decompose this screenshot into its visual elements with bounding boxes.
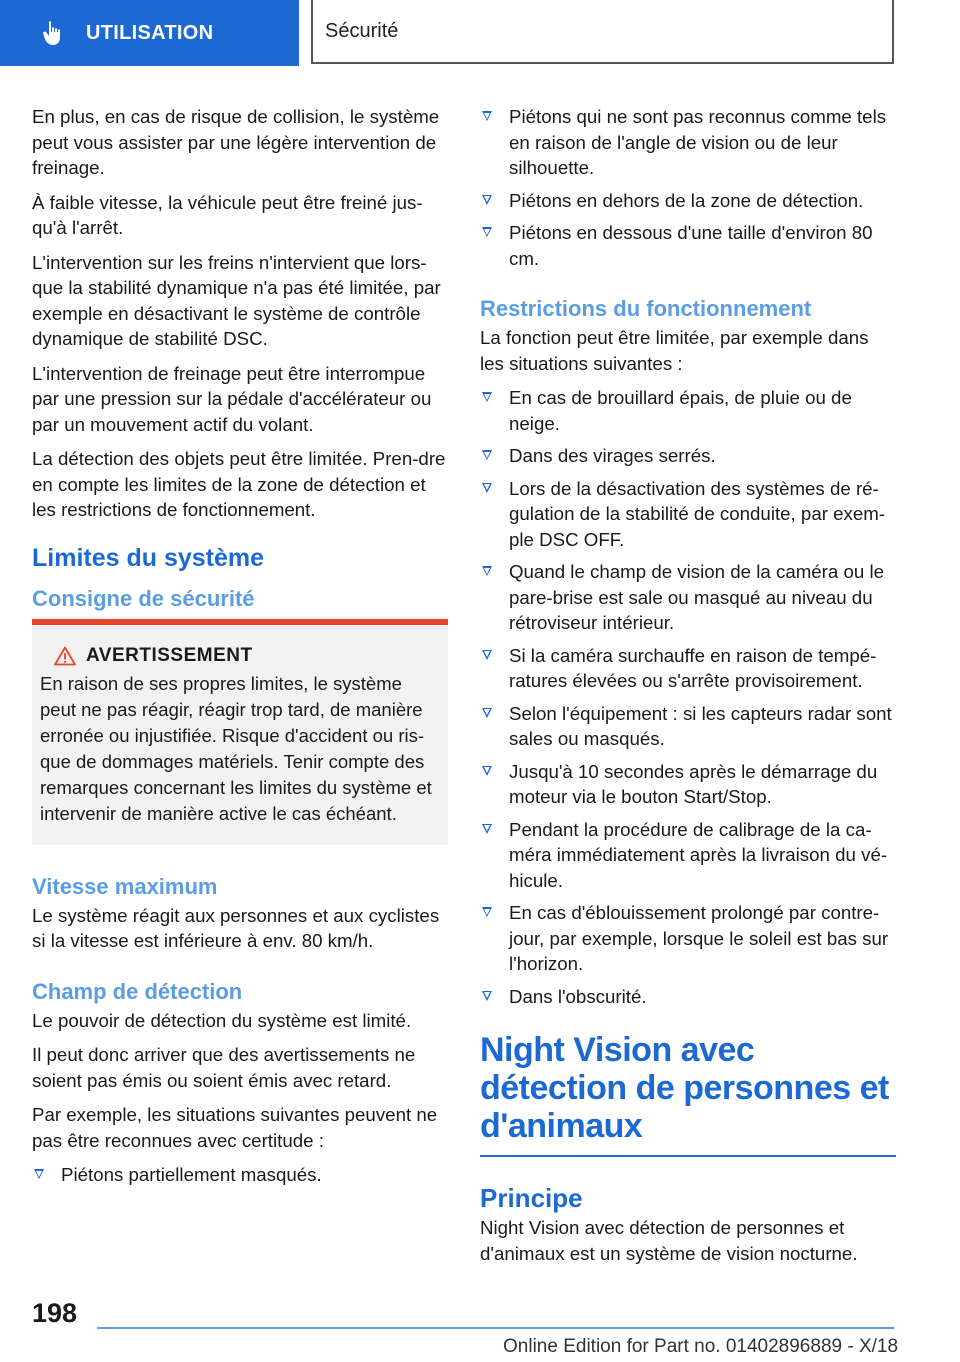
list-item-text: Piétons en dessous d'une taille d'environ 80 cm.	[509, 222, 873, 269]
detection-field-heading: Champ de détection	[32, 978, 243, 1004]
list-item	[480, 104, 896, 181]
list-item	[480, 759, 896, 810]
bullet-triangle-icon	[482, 450, 492, 460]
list-item-text: Dans des virages serrés.	[509, 445, 716, 466]
limits-heading: Limites du système	[32, 543, 265, 572]
restrictions-heading: Restrictions du fonctionnement	[480, 296, 812, 321]
left-column	[32, 104, 448, 1196]
list-item	[480, 188, 896, 214]
list-item	[480, 476, 896, 553]
bullet-triangle-icon	[482, 650, 492, 660]
bullet-triangle-icon	[482, 227, 492, 237]
restrictions-intro: La fonction peut être limitée, par exemple dans les situations suivantes :	[480, 327, 869, 374]
list-item	[480, 701, 896, 752]
list-item	[480, 817, 896, 894]
intro-paragraph: En plus, en cas de risque de collision, le système peut vous assister par une légère intervention de freinage.	[32, 106, 440, 178]
detection-paragraph: Par exemple, les situations suivantes peuvent ne pas être reconnues avec certitude :	[32, 1104, 438, 1151]
intro-paragraph: À faible vitesse, la véhicule peut être freiné jus-qu'à l'arrêt.	[32, 191, 423, 238]
list-item	[480, 385, 896, 436]
section-header	[311, 0, 894, 64]
bullet-triangle-icon	[482, 824, 492, 834]
detection-paragraph: Le pouvoir de détection du système est limité.	[32, 1009, 412, 1031]
page-number: 198	[32, 1298, 78, 1328]
restrictions-list	[480, 385, 896, 1009]
list-item-text: En cas de brouillard épais, de pluie ou de neige.	[509, 387, 852, 434]
principle-heading: Principe	[480, 1183, 583, 1213]
detection-list-continued	[480, 104, 896, 271]
list-item-text: Jusqu'à 10 secondes après le démarrage du moteur via le bouton Start/Stop.	[509, 760, 878, 807]
detection-list	[32, 1162, 448, 1188]
list-item-text: En cas d'éblouissement prolongé par contre-jour, par exemple, lorsque le soleil est bas sur l'horizon.	[509, 902, 889, 974]
bullet-triangle-icon	[482, 111, 492, 121]
list-item-text: Piétons partiellement masqués.	[61, 1164, 322, 1185]
detection-paragraph: Il peut donc arriver que des avertissements ne soient pas émis ou soient émis avec retard.	[32, 1044, 416, 1091]
chapter-tab[interactable]	[0, 0, 299, 66]
warning-triangle-icon	[54, 646, 76, 666]
bullet-triangle-icon	[482, 708, 492, 718]
warning-text: En raison de ses propres limites, le système peut ne pas réagir, réagir trop tard, de manière erronée ou injustifiée. Risque d'accident ou ris-que de dommages matériels. Tenir compte des remarques concernant les limites du système et intervenir de manière active le cas échéant.	[40, 672, 432, 824]
bullet-triangle-icon	[482, 907, 492, 917]
bullet-triangle-icon	[34, 1169, 44, 1179]
list-item-text: Piétons en dehors de la zone de détection.	[509, 189, 864, 211]
list-item-text: Lors de la désactivation des systèmes de ré-gulation de la stabilité de conduite, par exem-ple DSC OFF.	[509, 477, 886, 550]
list-item-text: Piétons qui ne sont pas reconnus comme tels en raison de l'angle de vision ou de leur silhouette.	[509, 106, 887, 178]
intro-paragraph: L'intervention sur les freins n'intervient que lors-que la stabilité dynamique n'a pas été limitée, par exemple en désactivant le système de contrôle dynamique de stabilité DSC.	[32, 251, 441, 349]
bullet-triangle-icon	[482, 392, 492, 402]
list-item	[32, 1162, 448, 1188]
bullet-triangle-icon	[482, 991, 492, 1001]
intro-paragraph: L'intervention de freinage peut être interrompue par une pression sur la pédale d'accélérateur ou par un mouvement actif du volant.	[32, 362, 432, 435]
section-label: Sécurité	[325, 19, 399, 42]
list-item	[480, 900, 896, 977]
night-vision-heading: Night Vision avec détection de personnes et d'animaux	[480, 1031, 896, 1157]
warning-title-row	[54, 645, 440, 667]
bullet-triangle-icon	[482, 566, 492, 576]
bullet-triangle-icon	[482, 195, 492, 205]
list-item	[480, 443, 896, 469]
list-item-text: Selon l'équipement : si les capteurs radar sont sales ou masqués.	[509, 702, 892, 749]
list-item	[480, 559, 896, 636]
principle-text: Night Vision avec détection de personnes et d'animaux est un système de vision nocturne.	[480, 1217, 858, 1264]
footer-edition: Online Edition for Part no. 01402896889 - X/18	[503, 1336, 899, 1357]
list-item-text: Quand le champ de vision de la caméra ou le pare-brise est sale ou masqué au niveau du rétroviseur intérieur.	[509, 561, 885, 633]
list-item	[480, 643, 896, 694]
speed-heading: Vitesse maximum	[32, 873, 218, 899]
chapter-label: UTILISATION	[86, 21, 214, 44]
bullet-triangle-icon	[482, 766, 492, 776]
list-item	[480, 984, 896, 1010]
bullet-triangle-icon	[482, 483, 492, 493]
list-item-text: Pendant la procédure de calibrage de la ca-méra immédiatement après la livraison du vé-hicule.	[509, 818, 888, 891]
right-column	[480, 104, 896, 1275]
warning-title: AVERTISSEMENT	[86, 644, 253, 666]
list-item	[480, 220, 896, 271]
safety-heading: Consigne de sécurité	[32, 585, 255, 611]
list-item-text: Dans l'obscurité.	[509, 985, 647, 1007]
intro-paragraph: La détection des objets peut être limitée. Pren-dre en compte les limites de la zone de détection et les restrictions de fonctionnement.	[32, 448, 446, 520]
speed-text: Le système réagit aux personnes et aux cyclistes si la vitesse est inférieure à env. 80 km/h.	[32, 904, 440, 951]
warning-box	[32, 619, 448, 845]
list-item-text: Si la caméra surchauffe en raison de tempé-ratures élevées ou s'arrête provisoirement.	[509, 644, 877, 691]
hand-pointer-icon	[40, 20, 66, 46]
footer-divider	[97, 1327, 894, 1329]
